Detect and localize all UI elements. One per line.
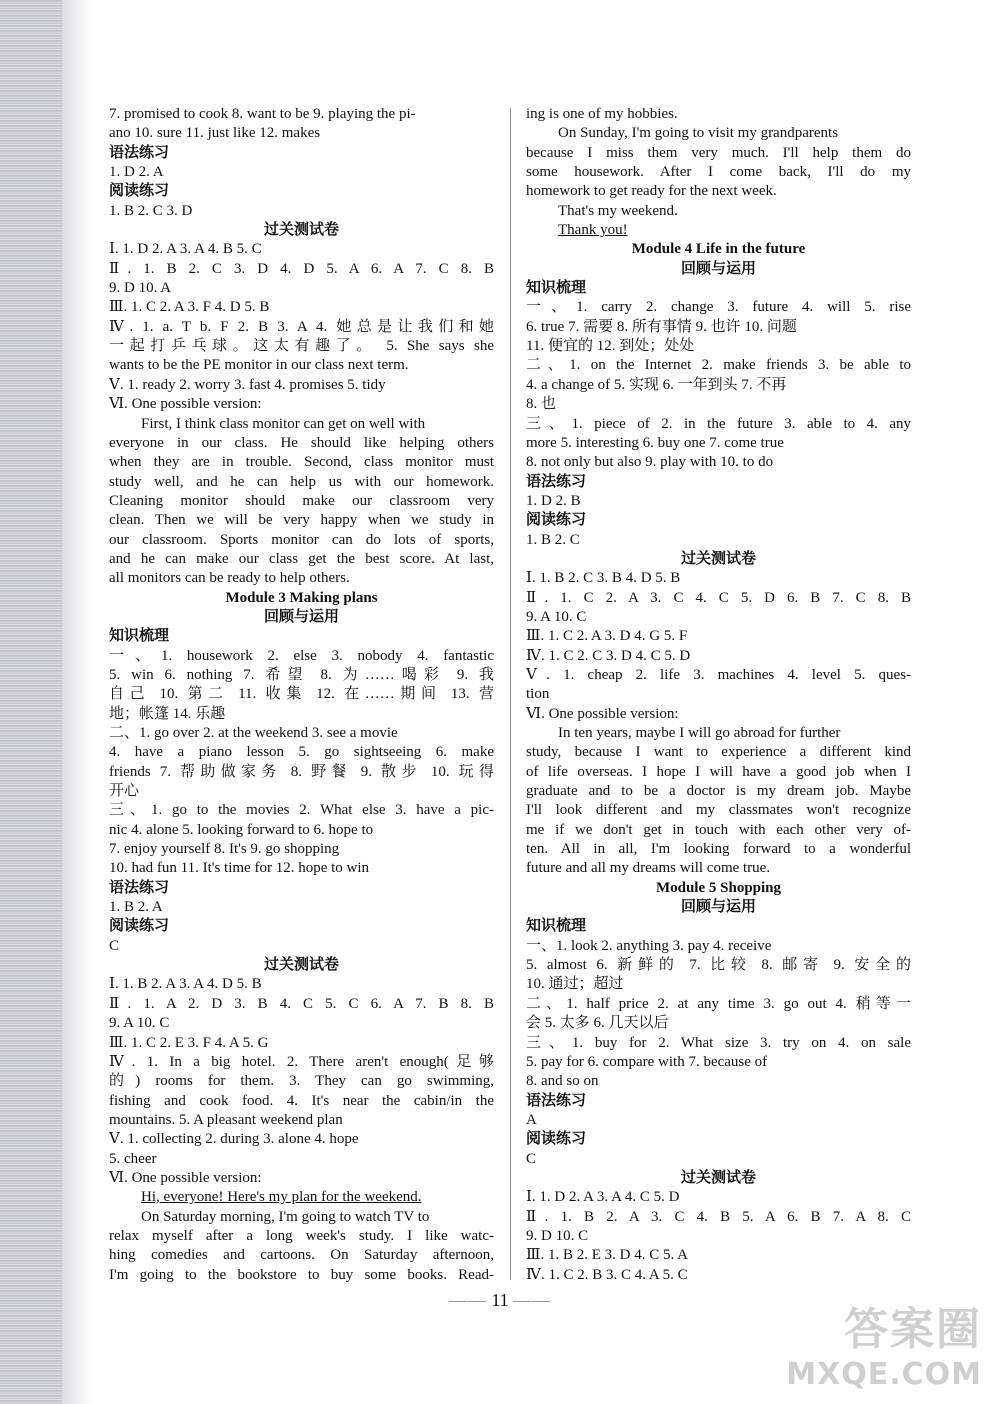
answer-line: Ⅴ. 1. collecting 2. during 3. alone 4. hope xyxy=(109,1131,359,1148)
answer-line: 回顾与运用 xyxy=(680,260,756,277)
answer-line: Ⅲ. 1. B 2. E 3. D 4. C 5. A xyxy=(526,1247,688,1264)
answer-line: mountains. 5. A pleasant weekend plan xyxy=(109,1111,343,1128)
answer-line: hing comedies and cartoons. On Saturday afternoon, xyxy=(109,1247,494,1264)
answer-line: 8. and so on xyxy=(526,1073,599,1090)
watermark-line1: 答案圈 xyxy=(844,1304,982,1355)
answer-line: Ⅳ. 1. C 2. B 3. C 4. A 5. C xyxy=(526,1266,688,1283)
answer-line: 7. promised to cook 8. want to be 9. playing the pi- xyxy=(109,106,416,122)
answer-line: 知识梳理 xyxy=(526,280,587,297)
answer-line: Ⅰ. 1. D 2. A 3. A 4. C 5. D xyxy=(526,1189,680,1206)
answer-line: 三、1. buy for 2. What size 3. try on 4. on sale xyxy=(526,1034,911,1051)
answer-line: 5. pay for 6. compare with 7. because of xyxy=(526,1053,768,1070)
answer-line: Hi, everyone! Here's my plan for the weekend. xyxy=(141,1189,422,1206)
watermark-line2: MXQE.COM xyxy=(786,1357,982,1392)
answer-line: study, because I want to experience a different kind xyxy=(526,744,911,761)
column-divider xyxy=(510,108,511,1280)
answer-line: Thank you! xyxy=(558,222,628,239)
answer-line: In ten years, maybe I will go abroad for further xyxy=(558,725,841,741)
answer-line: everyone in our class. He should like helping others xyxy=(109,434,494,451)
answer-line: 知识梳理 xyxy=(526,918,587,935)
answer-line: 语法练习 xyxy=(109,144,170,161)
answer-line: homework to get ready for the next week. xyxy=(526,183,777,200)
answer-line: wants to be the PE monitor in our class next term. xyxy=(109,357,409,374)
answer-line: Ⅰ. 1. D 2. A 3. A 4. B 5. C xyxy=(109,241,262,258)
answer-line: Cleaning monitor should make our classroom very xyxy=(109,492,494,509)
answer-line: 11. 便宜的 12. 到处；处处 xyxy=(526,338,695,355)
answer-line: Ⅲ. 1. C 2. E 3. F 4. A 5. G xyxy=(109,1034,269,1051)
answer-line: Ⅱ. 1. B 2. A 3. C 4. B 5. A 6. B 7. A 8. C xyxy=(526,1208,911,1225)
answer-line: First, I think class monitor can get on well with xyxy=(141,415,426,432)
answer-line: Module 4 Life in the future xyxy=(631,241,806,258)
answer-line: Ⅴ. 1. cheap 2. life 3. machines 4. level 5. ques- xyxy=(526,666,911,683)
answer-line: Ⅱ. 1. C 2. A 3. C 4. C 5. D 6. B 7. C 8. B xyxy=(526,589,911,606)
answer-line: of life overseas. I hope I will have a good job when I xyxy=(526,763,911,780)
answer-line: 10. had fun 11. It's time for 12. hope to win xyxy=(109,860,370,877)
answer-line: I'll look different and my classmates won't recognize xyxy=(526,802,911,819)
answer-line: Ⅴ. 1. ready 2. worry 3. fast 4. promises 5. tidy xyxy=(109,376,386,393)
answer-line: 二、1. go over 2. at the weekend 3. see a movie xyxy=(109,725,398,741)
answer-line: 语法练习 xyxy=(526,1092,587,1109)
answer-line: 7. enjoy yourself 8. It's 9. go shopping xyxy=(109,841,340,858)
answer-line: Module 5 Shopping xyxy=(655,879,782,896)
answer-line: 过关测试卷 xyxy=(263,222,339,239)
answer-line: 阅读练习 xyxy=(526,512,587,529)
answer-line: nic 4. alone 5. looking forward to 6. hope to xyxy=(109,821,374,838)
answer-line: Ⅳ. 1. a. T b. F 2. B 3. A 4. 她总是让我们和她 xyxy=(109,318,494,335)
answer-line: 回顾与运用 xyxy=(263,608,339,625)
answer-line: 1. B 2. A xyxy=(109,899,163,916)
right-column xyxy=(526,105,911,1285)
answer-line: 二、1. on the Internet 2. make friends 3. be able to xyxy=(526,357,911,374)
answer-line: 9. A 10. C xyxy=(526,608,587,625)
answer-line: ing is one of my hobbies. xyxy=(526,106,678,122)
answer-line: relax myself after a long week's study. I like watc- xyxy=(109,1227,494,1244)
answer-line: some housework. After I come back, I'll do my xyxy=(526,164,911,181)
answer-line: I'm going to the bookstore to buy some books. Read- xyxy=(109,1266,494,1283)
answer-line: our classroom. Sports monitor can do lots of sports, xyxy=(109,531,494,548)
answer-line: study well, and he can help us with our homework. xyxy=(109,473,494,490)
answer-line: all monitors can be ready to help others. xyxy=(109,570,350,587)
answer-line: Ⅳ. 1. C 2. C 3. D 4. C 5. D xyxy=(526,647,691,664)
answer-line: 三、1. piece of 2. in the future 3. able to 4. any xyxy=(526,415,911,432)
answer-line: ten. All in all, I'm looking forward to a wonderful xyxy=(526,841,911,858)
answer-line: 1. B 2. C xyxy=(526,531,580,548)
answer-line: 1. D 2. A xyxy=(109,164,164,181)
answer-line: 4. have a piano lesson 5. go sightseeing 6. make xyxy=(109,744,494,761)
left-column xyxy=(109,105,494,1285)
answer-line: 阅读练习 xyxy=(109,918,170,935)
answer-line: 一、1. housework 2. else 3. nobody 4. fantastic xyxy=(109,647,494,664)
answer-line: On Sunday, I'm going to visit my grandparents xyxy=(558,125,839,142)
answer-line: when they are in trouble. Second, class monitor must xyxy=(109,454,494,471)
answer-line: Ⅳ. 1. In a big hotel. 2. There aren't enough(足够 xyxy=(109,1053,494,1070)
answer-line: 6. true 7. 需要 8. 所有事情 9. 也许 10. 问题 xyxy=(526,318,797,335)
answer-line: 知识梳理 xyxy=(109,628,170,645)
answer-line: friends 7. 帮助做家务 8. 野餐 9. 散步 10. 玩得 xyxy=(109,763,494,780)
answer-line: 一起打乒乓球。这太有趣了。 5. She says she xyxy=(109,338,494,355)
answer-line: 的) rooms for them. 3. They can go swimming, xyxy=(109,1073,494,1090)
answer-line: Ⅵ. One possible version: xyxy=(526,705,679,722)
answer-line: 5. almost 6. 新鲜的 7. 比较 8. 邮寄 9. 安全的 xyxy=(526,957,911,974)
answer-line: 过关测试卷 xyxy=(680,1169,756,1186)
answer-line: That's my weekend. xyxy=(558,202,678,219)
answer-line: graduate and to be a doctor is my dream job. Maybe xyxy=(526,783,911,800)
answer-line: 语法练习 xyxy=(526,473,587,490)
answer-line: 二、1. half price 2. at any time 3. go out 4. 稍等一 xyxy=(526,995,911,1012)
book-binding-edge xyxy=(0,0,62,1404)
answer-line: tion xyxy=(526,686,550,703)
answer-line: more 5. interesting 6. buy one 7. come true xyxy=(526,434,784,451)
answer-line: 开心 xyxy=(109,783,140,800)
answer-line: On Saturday morning, I'm going to watch TV to xyxy=(141,1208,430,1225)
answer-line: 1. D 2. B xyxy=(526,492,581,509)
answer-line: and he can make our class get the best score. At last, xyxy=(109,550,494,567)
answer-line: me if we don't get in touch with each other very of- xyxy=(526,821,911,838)
answer-line: 自己 10. 第二 11. 收集 12. 在……期间 13. 营 xyxy=(109,686,494,703)
answer-line: 一、1. look 2. anything 3. pay 4. receive xyxy=(526,937,772,954)
answer-line: 过关测试卷 xyxy=(680,550,756,567)
answer-line: 1. B 2. C 3. D xyxy=(109,202,193,219)
answer-line: 8. not only but also 9. play with 10. to do xyxy=(526,454,774,471)
watermark-logo xyxy=(786,1293,982,1392)
answer-line: ano 10. sure 11. just like 12. makes xyxy=(109,125,321,142)
answer-line: 10. 通过；超过 xyxy=(526,976,624,993)
page-number: —— 11 —— xyxy=(448,1290,552,1310)
answer-line: 4. a change of 5. 实现 6. 一年到头 7. 不再 xyxy=(526,376,787,393)
answer-line: 三、1. go to the movies 2. What else 3. have a pic- xyxy=(109,802,494,819)
answer-line: A xyxy=(526,1111,537,1128)
answer-line: because I miss them very much. I'll help them do xyxy=(526,144,911,161)
answer-line: 9. D 10. C xyxy=(526,1227,589,1244)
answer-line: C xyxy=(109,937,120,954)
answer-line: C xyxy=(526,1150,537,1167)
answer-line: Ⅲ. 1. C 2. A 3. F 4. D 5. B xyxy=(109,299,270,316)
answer-line: 5. win 6. nothing 7. 希望 8. 为……喝彩 9. 我 xyxy=(109,666,494,683)
answer-line: 过关测试卷 xyxy=(263,957,339,974)
page-number-value: 11 xyxy=(491,1290,509,1310)
answer-line: Ⅲ. 1. C 2. A 3. D 4. G 5. F xyxy=(526,628,688,645)
answer-line: Ⅰ. 1. B 2. A 3. A 4. D 5. B xyxy=(109,976,262,993)
answer-line: Ⅱ. 1. B 2. C 3. D 4. D 5. A 6. A 7. C 8. B xyxy=(109,260,494,277)
answer-line: Ⅰ. 1. B 2. C 3. B 4. D 5. B xyxy=(526,570,681,587)
answer-line: 阅读练习 xyxy=(109,183,170,200)
answer-line: Ⅱ. 1. A 2. D 3. B 4. C 5. C 6. A 7. B 8. B xyxy=(109,995,494,1012)
answer-line: 5. cheer xyxy=(109,1150,157,1167)
answer-line: Module 3 Making plans xyxy=(225,589,378,606)
answer-line: 8. 也 xyxy=(526,396,557,413)
answer-line: 阅读练习 xyxy=(526,1131,587,1148)
answer-line: 回顾与运用 xyxy=(680,899,756,916)
answer-line: Ⅵ. One possible version: xyxy=(109,1169,262,1186)
answer-line: fishing and cook food. 4. It's near the cabin/in the xyxy=(109,1092,494,1109)
answer-line: Ⅵ. One possible version: xyxy=(109,396,262,413)
answer-line: 9. A 10. C xyxy=(109,1015,170,1032)
answer-line: 9. D 10. A xyxy=(109,280,172,297)
answer-line: 语法练习 xyxy=(109,879,170,896)
answer-line: future and all my dreams will come true. xyxy=(526,860,771,877)
answer-line: 一、1. carry 2. change 3. future 4. will 5. rise xyxy=(526,299,911,316)
answer-line: 地；帐篷 14. 乐趣 xyxy=(109,705,226,722)
answer-line: 会 5. 太多 6. 几天以后 xyxy=(526,1015,669,1032)
answer-line: clean. Then we will be very happy when we study in xyxy=(109,512,494,529)
